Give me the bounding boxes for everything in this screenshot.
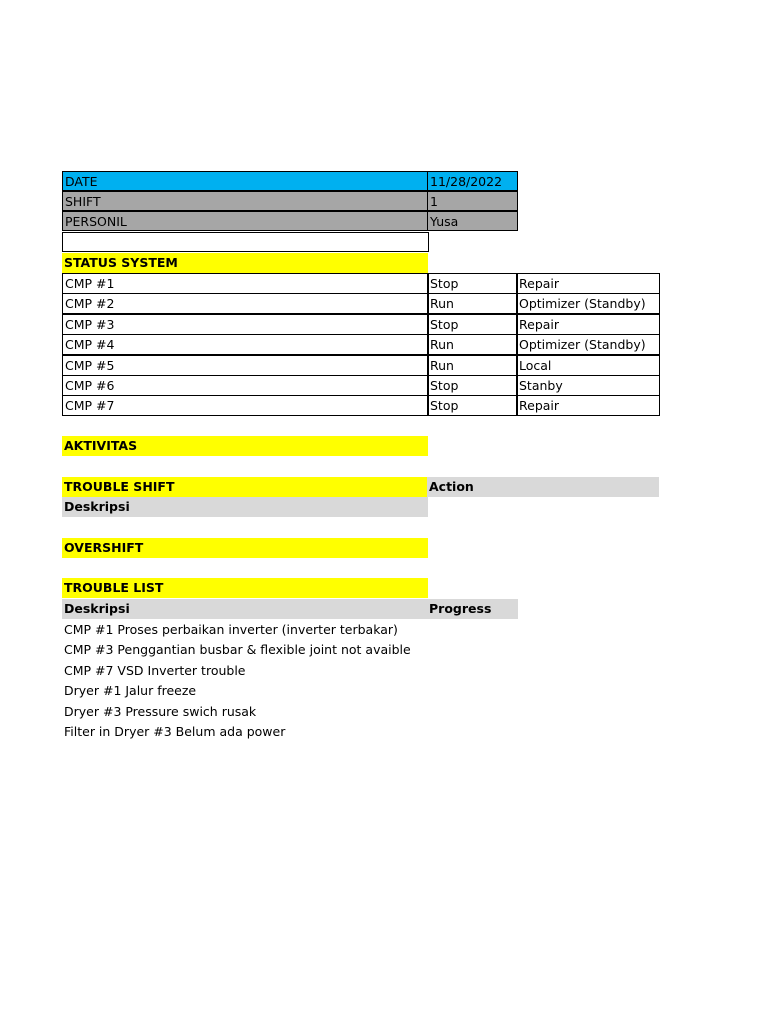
status-unit: CMP #5 xyxy=(62,355,429,376)
trouble-list-title: TROUBLE LIST xyxy=(62,578,428,598)
progress-header: Progress xyxy=(427,599,518,619)
shift-value: 1 xyxy=(427,191,518,211)
trouble-shift-deskripsi-header: Deskripsi xyxy=(62,497,428,517)
date-label: DATE xyxy=(62,171,429,191)
status-state: Stop xyxy=(427,375,518,396)
status-state: Stop xyxy=(427,273,518,294)
status-unit: CMP #6 xyxy=(62,375,429,396)
status-mode: Local xyxy=(516,355,660,376)
personil-value: Yusa xyxy=(427,211,518,231)
status-mode: Repair xyxy=(516,395,660,416)
status-mode: Repair xyxy=(516,273,660,294)
status-unit: CMP #7 xyxy=(62,395,429,416)
personil-label: PERSONIL xyxy=(62,211,429,231)
trouble-list-deskripsi-header: Deskripsi xyxy=(62,599,428,619)
overshift-title: OVERSHIFT xyxy=(62,538,428,558)
status-state: Run xyxy=(427,334,518,355)
trouble-list-item: Dryer #3 Pressure swich rusak xyxy=(64,704,257,719)
status-mode: Optimizer (Standby) xyxy=(516,334,660,355)
status-unit: CMP #1 xyxy=(62,273,429,294)
trouble-list-item: CMP #7 VSD Inverter trouble xyxy=(64,663,246,678)
status-unit: CMP #2 xyxy=(62,293,429,314)
date-value: 11/28/2022 xyxy=(427,171,518,191)
trouble-list-item: CMP #3 Penggantian busbar & flexible joint not avaible xyxy=(64,642,411,657)
status-mode: Stanby xyxy=(516,375,660,396)
status-state: Stop xyxy=(427,314,518,335)
trouble-list-item: Dryer #1 Jalur freeze xyxy=(64,683,197,698)
trouble-list-item: CMP #1 Proses perbaikan inverter (inverter terbakar) xyxy=(64,622,398,637)
status-state: Stop xyxy=(427,395,518,416)
status-mode: Repair xyxy=(516,314,660,335)
trouble-list-item: Filter in Dryer #3 Belum ada power xyxy=(64,724,286,739)
shift-label: SHIFT xyxy=(62,191,429,211)
status-unit: CMP #3 xyxy=(62,314,429,335)
aktivitas-title: AKTIVITAS xyxy=(62,436,428,456)
status-state: Run xyxy=(427,293,518,314)
status-unit: CMP #4 xyxy=(62,334,429,355)
status-system-title: STATUS SYSTEM xyxy=(62,253,428,273)
action-header: Action xyxy=(427,477,659,497)
status-state: Run xyxy=(427,355,518,376)
trouble-shift-title: TROUBLE SHIFT xyxy=(62,477,428,497)
empty-cell xyxy=(62,232,429,252)
status-mode: Optimizer (Standby) xyxy=(516,293,660,314)
